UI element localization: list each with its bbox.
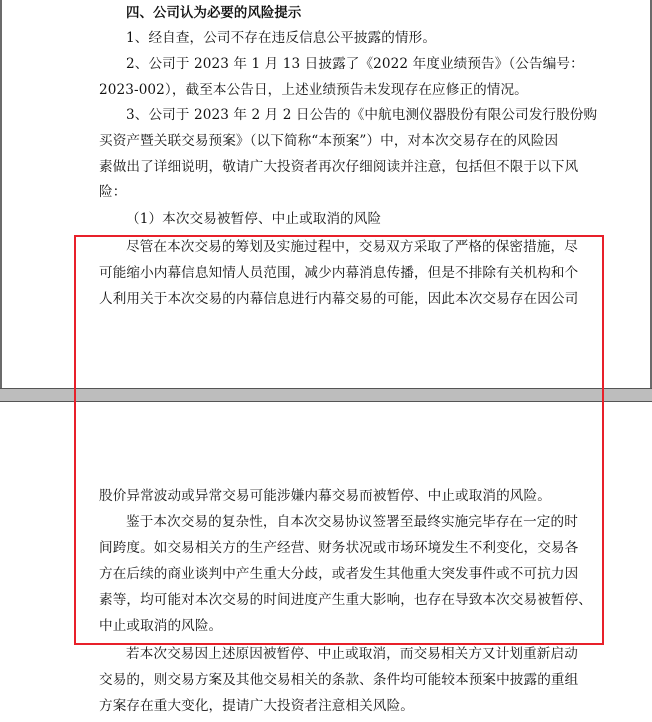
text-line: 1、经自查，公司不存在违反信息公平披露的情形。 [126, 30, 437, 46]
subsection-heading: （1）本次交易被暂停、中止或取消的风险 [126, 211, 382, 227]
text-line: 买资产暨关联交易预案》（以下简称“本预案”）中，对本次交易存在的风险因 [99, 133, 559, 149]
text-line: 人利用关于本次交易的内幕信息进行内幕交易的可能，因此本次交易存在因公司 [99, 291, 579, 307]
text-line: 险： [99, 184, 127, 200]
text-line: 方案存在重大变化，提请广大投资者注意相关风险。 [99, 698, 414, 714]
text-line: 素做出了详细说明，敬请广大投资者再次仔细阅读并注意，包括但不限于以下风 [99, 159, 579, 175]
text-line: 2、公司于 2023 年 1 月 13 日披露了《2022 年度业绩预告》（公告编号： [126, 56, 584, 72]
page-left-edge [0, 0, 2, 388]
text-line: 鉴于本次交易的复杂性，自本次交易协议签署至最终实施完毕存在一定的时 [126, 514, 578, 530]
text-line: 股价异常波动或异常交易可能涉嫌内幕交易而被暂停、中止或取消的风险。 [99, 488, 551, 504]
text-line: 3、公司于 2023 年 2 月 2 日公告的《中航电测仪器股份有限公司发行股份购 [126, 107, 598, 123]
text-line: 间跨度。如交易相关方的生产经营、财务状况或市场环境发生不利变化，交易各 [99, 540, 579, 556]
highlight-box [74, 235, 604, 645]
text-line: 中止或取消的风险。 [99, 618, 223, 634]
text-line: 交易的，则交易方案及其他交易相关的条款、条件均可能较本预案中披露的重组 [99, 672, 579, 688]
section-heading: 四、公司认为必要的风险提示 [126, 6, 302, 21]
text-line: 2023-002），截至本公告日，上述业绩预告未发现存在应修正的情况。 [99, 82, 528, 98]
text-line: 素等，均可能对本次交易的时间进度产生重大影响，也存在导致本次交易被暂停、 [99, 592, 592, 608]
text-line: 方在后续的商业谈判中产生重大分歧，或者发生其他重大突发事件或不可抗力因 [99, 566, 579, 582]
text-line: 若本次交易因上述原因被暂停、中止或取消，而交易相关方又计划重新启动 [126, 646, 578, 662]
text-line: 可能缩小内幕信息知情人员范围，减少内幕消息传播，但是不排除有关机构和个 [99, 265, 579, 281]
text-line: 尽管在本次交易的筹划及实施过程中，交易双方采取了严格的保密措施，尽 [126, 239, 578, 255]
